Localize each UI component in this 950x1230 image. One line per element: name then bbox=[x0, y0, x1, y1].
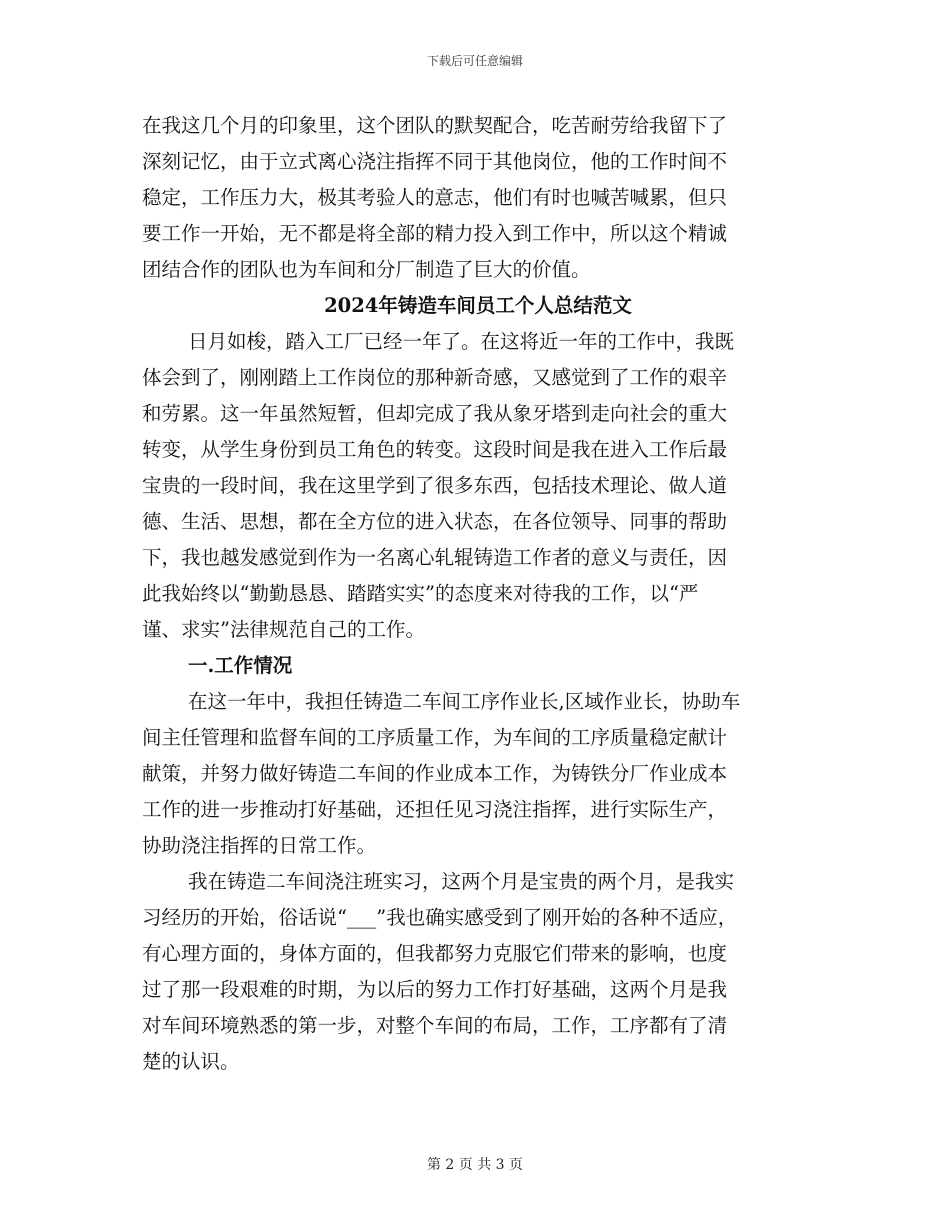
body-line: 有心理方面的，身体方面的，但我都努力克服它们带来的影响，也度 bbox=[142, 942, 728, 965]
page-header: 下载后可任意编辑 bbox=[426, 54, 523, 68]
body-line: 德、生活、思想，都在全方位的进入状态，在各位领导、同事的帮助 bbox=[142, 510, 728, 533]
paragraph-first-line: 在这一年中，我担任铸造二车间工序作业长,区域作业长，协助车 bbox=[188, 690, 741, 713]
body-line: 要工作一开始，无不都是将全部的精力投入到工作中，所以这个精诚 bbox=[142, 222, 728, 245]
body-line: 体会到了，刚刚踏上工作岗位的那种新奇感，又感觉到了工作的艰辛 bbox=[142, 366, 728, 389]
body-line: 工作的进一步推动打好基础，还担任见习浇注指挥，进行实际生产， bbox=[142, 798, 728, 821]
body-line: 献策，并努力做好铸造二车间的作业成本工作，为铸铁分厂作业成本 bbox=[142, 762, 728, 785]
body-line: 和劳累。这一年虽然短暂，但却完成了我从象牙塔到走向社会的重大 bbox=[142, 402, 728, 425]
body-line: 间主任管理和监督车间的工序质量工作，为车间的工序质量稳定献计 bbox=[142, 726, 728, 749]
body-line: 谨、求实”法律规范自己的工作。 bbox=[142, 618, 425, 641]
body-line: 团结合作的团队也为车间和分厂制造了巨大的价值。 bbox=[142, 258, 591, 281]
body-line: 深刻记忆，由于立式离心浇注指挥不同于其他岗位，他的工作时间不 bbox=[142, 150, 728, 173]
page-number-footer: 第 2 页 共 3 页 bbox=[426, 1157, 524, 1173]
body-line: 协助浇注指挥的日常工作。 bbox=[142, 834, 377, 857]
paragraph-first-line: 我在铸造二车间浇注班实习，这两个月是宝贵的两个月，是我实 bbox=[188, 870, 735, 893]
body-line: 宝贵的一段时间，我在这里学到了很多东西，包括技术理论、做人道 bbox=[142, 474, 728, 497]
paragraph-first-line: 日月如梭，踏入工厂已经一年了。在这将近一年的工作中，我既 bbox=[188, 330, 735, 353]
body-line: 对车间环境熟悉的第一步，对整个车间的布局，工作，工序都有了清 bbox=[142, 1014, 728, 1037]
section-title: 2024年铸造车间员工个人总结范文 bbox=[324, 294, 632, 317]
body-line: 稳定，工作压力大，极其考验人的意志，他们有时也喊苦喊累，但只 bbox=[142, 186, 728, 209]
body-line: 下，我也越发感觉到作为一名离心轧辊铸造工作者的意义与责任，因 bbox=[142, 546, 728, 569]
body-line: 楚的认识。 bbox=[142, 1050, 240, 1073]
body-line: 习经历的开始，俗话说“___”我也确实感受到了刚开始的各种不适应， bbox=[142, 906, 738, 929]
body-line: 此我始终以“勤勤恳恳、踏踏实实”的态度来对待我的工作，以“严 bbox=[142, 582, 699, 605]
body-line: 过了那一段艰难的时期，为以后的努力工作打好基础，这两个月是我 bbox=[142, 978, 728, 1001]
subsection-heading: 一.工作情况 bbox=[188, 654, 293, 677]
body-line: 转变，从学生身份到员工角色的转变。这段时间是我在进入工作后最 bbox=[142, 438, 728, 461]
document-body bbox=[142, 108, 814, 1080]
body-line: 在我这几个月的印象里，这个团队的默契配合，吃苦耐劳给我留下了 bbox=[142, 114, 728, 137]
